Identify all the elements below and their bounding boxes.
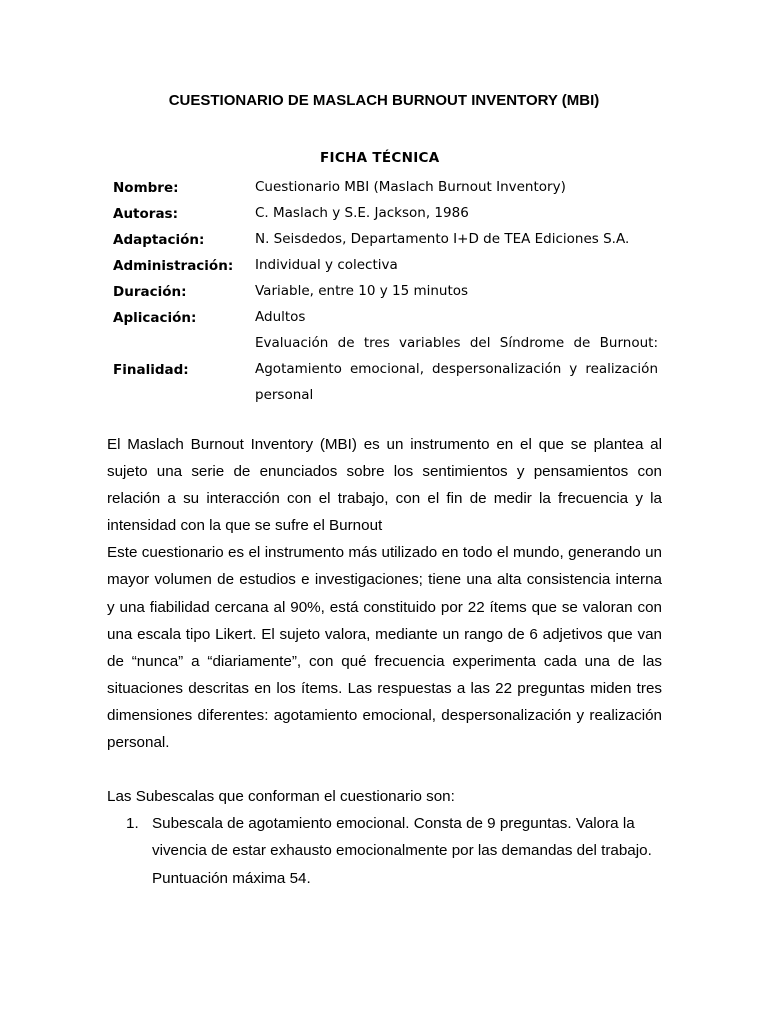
ficha-value: Evaluación de tres variables del Síndrome de Burnout: Agotamiento emocional, despersonalización y realización personal: [255, 335, 658, 403]
document-body: [107, 431, 662, 892]
ficha-row-aplicacion: [113, 304, 658, 330]
ficha-row-autoras: [113, 200, 658, 226]
ficha-label: Nombre:: [113, 180, 179, 196]
ficha-tecnica-table: [113, 174, 658, 408]
ficha-value: Individual y colectiva: [255, 257, 398, 273]
list-item-text: Subescala de agotamiento emocional. Consta de 9 preguntas. Valora la vivencia de estar exhausto emocionalmente por las demandas del trabajo. Puntuación máxima 54.: [152, 815, 652, 887]
ficha-row-nombre: [113, 174, 658, 200]
subscales-intro: Las Subescalas que conforman el cuestionario son:: [107, 788, 455, 806]
ficha-row-finalidad: [113, 330, 658, 408]
list-item-number: 1.: [126, 815, 139, 833]
ficha-tecnica-heading: FICHA TÉCNICA: [320, 150, 440, 166]
paragraph-spacer: [107, 756, 662, 783]
ficha-value: Cuestionario MBI (Maslach Burnout Inventory): [255, 179, 566, 195]
paragraph: Este cuestionario es el instrumento más utilizado en todo el mundo, generando un mayor volumen de estudios e investigaciones; tiene una alta consistencia interna y una fiabilidad cercana al 90%, está constituido por 22 ítems que se valoran con una escala tipo Likert. El sujeto valora, mediante un rango de 6 adjetivos que van de “nunca” a “diariamente”, con qué frecuencia experimenta cada una de las situaciones descritas en los ítems. Las respuestas a las 22 preguntas miden tres dimensiones diferentes: agotamiento emocional, despersonalización y realización personal.: [107, 544, 662, 752]
paragraph: El Maslach Burnout Inventory (MBI) es un instrumento en el que se plantea al sujeto una serie de enunciados sobre los sentimientos y pensamientos con relación a su interacción con el trabajo, con el fin de medir la frecuencia y la intensidad con la que se sufre el Burnout: [107, 436, 662, 535]
ficha-value: Variable, entre 10 y 15 minutos: [255, 283, 469, 299]
document-title: CUESTIONARIO DE MASLACH BURNOUT INVENTORY (MBI): [168, 92, 600, 109]
ficha-label: Adaptación:: [113, 232, 205, 248]
subscales-list: [107, 810, 662, 891]
ficha-label: Aplicación:: [113, 310, 197, 326]
ficha-value: C. Maslach y S.E. Jackson, 1986: [255, 205, 469, 221]
ficha-value: Adultos: [255, 309, 306, 325]
ficha-label: Duración:: [113, 284, 187, 300]
ficha-value: N. Seisdedos, Departamento I+D de TEA Ediciones S.A.: [255, 231, 630, 247]
list-item-number-wrap: [107, 810, 152, 891]
list-item: [107, 810, 662, 891]
ficha-row-adaptacion: [113, 226, 658, 252]
ficha-row-duracion: [113, 278, 658, 304]
ficha-label: Administración:: [113, 258, 234, 274]
ficha-row-administracion: [113, 252, 658, 278]
ficha-label: Autoras:: [113, 206, 178, 222]
ficha-label: Finalidad:: [113, 362, 189, 378]
